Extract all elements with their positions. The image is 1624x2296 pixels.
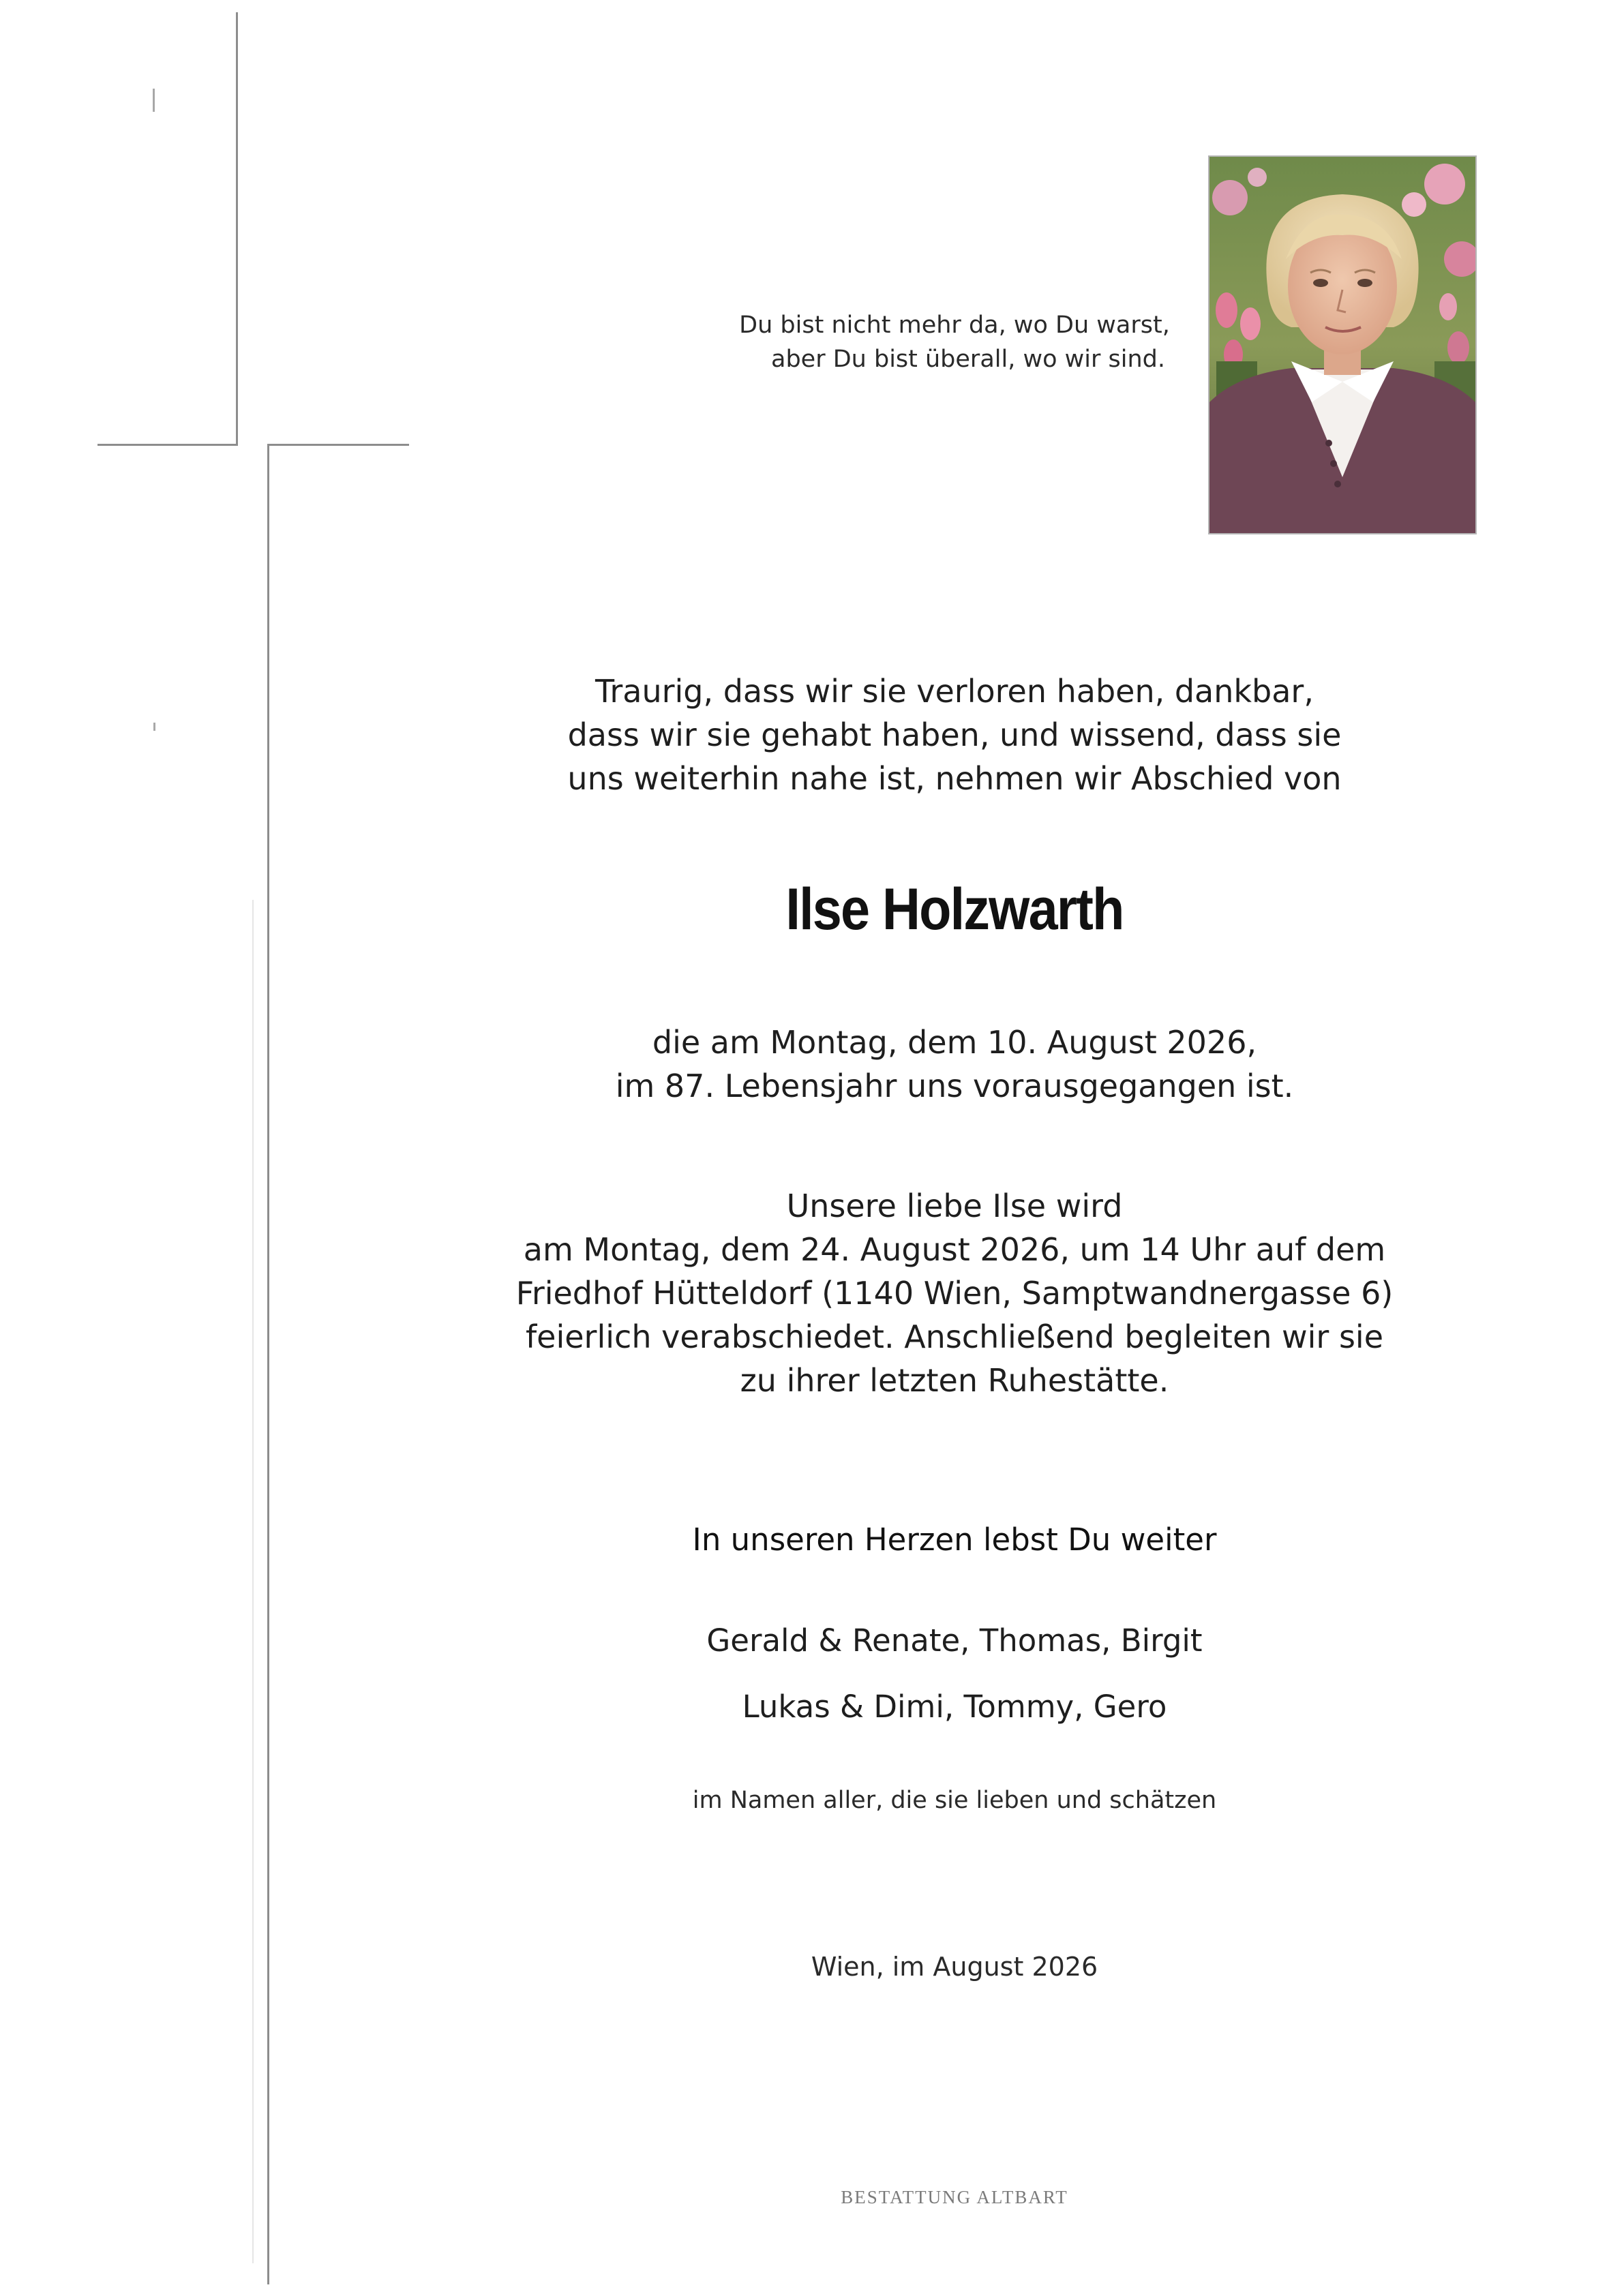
cross-shadow-line — [252, 900, 254, 2263]
funeral-home-footer: BESTATTUNG ALTBART — [841, 2187, 1068, 2207]
place-date: Wien, im August 2026 — [811, 1952, 1098, 1982]
quote — [739, 308, 1170, 376]
quote-line: Du bist nicht mehr da, wo Du warst, — [739, 312, 1170, 339]
funeral-line: Unsere liebe Ilse wird — [786, 1188, 1123, 1224]
deceased-name: Ilse Holzwarth — [785, 877, 1124, 942]
motto: In unseren Herzen lebst Du weiter — [692, 1522, 1217, 1558]
cross-lower-vertical — [267, 444, 269, 2284]
funeral-line: Friedhof Hütteldorf (1140 Wien, Samptwandnergasse 6) — [515, 1275, 1394, 1312]
funeral-line: feierlich verabschiedet. Anschließend begleiten wir sie — [525, 1318, 1383, 1355]
death-line: im 87. Lebensjahr uns vorausgegangen ist. — [615, 1068, 1294, 1104]
cross-right-arm — [267, 444, 409, 446]
portrait-image — [1209, 157, 1475, 533]
intro-line: Traurig, dass wir sie verloren haben, dankbar, — [595, 673, 1314, 710]
intro-line: uns weiterhin nahe ist, nehmen wir Abschied von — [567, 760, 1342, 797]
family-names: Lukas & Dimi, Tommy, Gero — [742, 1689, 1167, 1725]
cross-left-arm — [97, 444, 238, 446]
funeral-line: am Montag, dem 24. August 2026, um 14 Uhr auf dem — [523, 1231, 1386, 1268]
intro-line: dass wir sie gehabt haben, und wissend, dass sie — [567, 716, 1342, 753]
cross-upper-vertical — [236, 12, 238, 446]
family-names: Gerald & Renate, Thomas, Birgit — [706, 1622, 1203, 1659]
behalf-line: im Namen aller, die sie lieben und schätzen — [692, 1787, 1217, 1814]
portrait-photo — [1208, 155, 1477, 534]
funeral-line: zu ihrer letzten Ruhestätte. — [740, 1362, 1169, 1399]
death-info — [616, 1021, 1294, 1108]
death-line: die am Montag, dem 10. August 2026, — [652, 1024, 1257, 1061]
quote-line: aber Du bist überall, wo wir sind. — [771, 346, 1165, 373]
farewell-intro — [567, 669, 1341, 800]
scan-speck — [153, 89, 155, 112]
funeral-info — [516, 1184, 1394, 1402]
scan-speck — [153, 723, 155, 731]
